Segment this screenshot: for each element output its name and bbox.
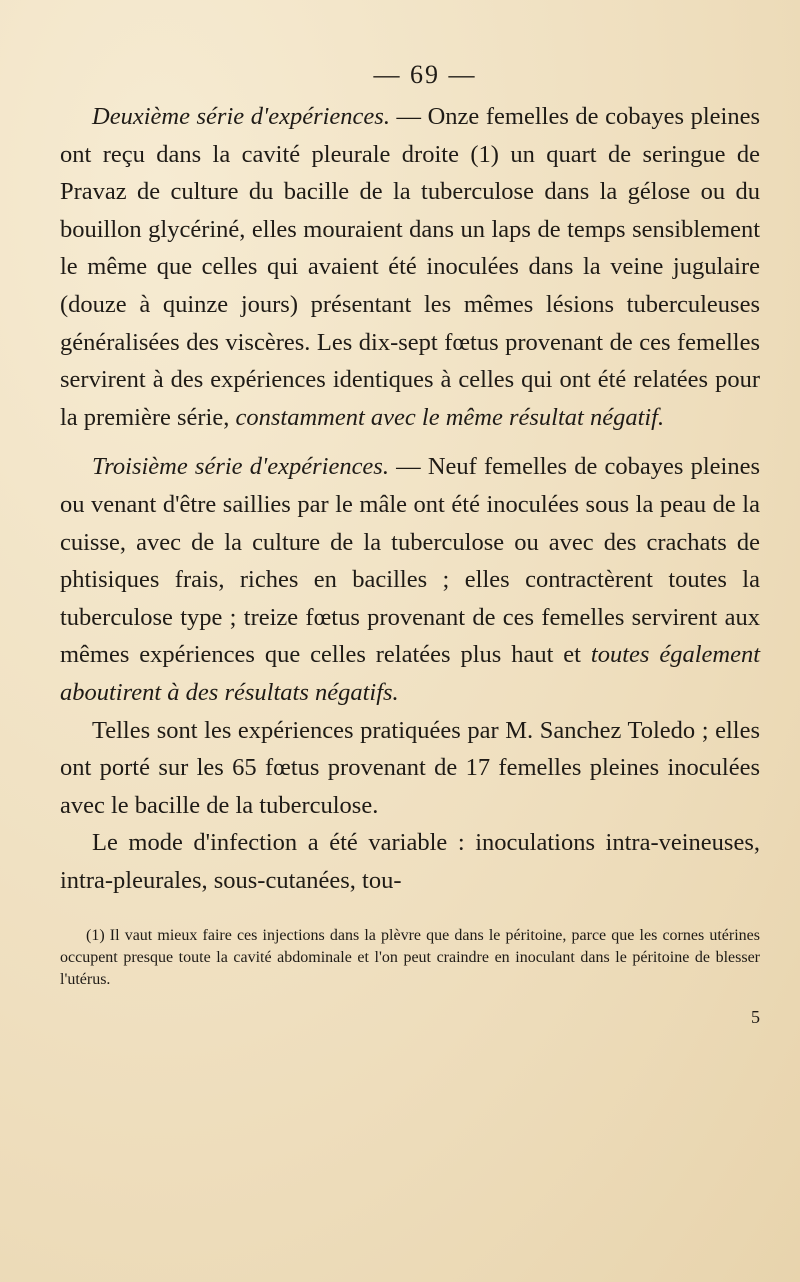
emphasis-text: constamment avec le même résultat négatif. [235, 403, 665, 431]
paragraph-text: — Neuf femelles de cobayes pleines ou venant d'être saillies par le mâle ont été inoculées sous la peau de la cuisse, avec de la culture de la tuberculose ou avec des crachats de phtisiques frais, riches en bacilles ; elles contractèrent toutes la tuberculose type ; treize fœtus provenant de ces femelles servirent aux mêmes expériences que celles relatées plus haut et [60, 453, 760, 669]
paragraph-troisieme-serie [60, 448, 760, 711]
paragraph-deuxieme-serie [60, 98, 760, 436]
paragraph-mode-infection: Le mode d'infection a été variable : inoculations intra-veineuses, intra-pleurales, sous-cutanées, tou- [60, 829, 760, 894]
book-page [60, 60, 760, 1028]
page-number: — 69 — [373, 60, 477, 89]
section-lead: Deuxième série d'expériences. [92, 103, 390, 130]
signature-mark: 5 [751, 1007, 760, 1028]
emphasis-text: toutes également aboutirent à des résultats négatifs. [60, 641, 761, 706]
paragraph-summary: Telles sont les expériences pratiquées par M. Sanchez Toledo ; elles ont porté sur les 65 fœtus provenant de 17 femelles pleines inoculées avec le bacille de la tuberculose. [60, 716, 760, 819]
section-lead: Troisième série d'expériences. [92, 453, 389, 481]
paragraph-text: — Onze femelles de cobayes pleines ont reçu dans la cavité pleurale droite (1) un quart de seringue de Pravaz de culture du bacille de la tuberculose dans la gélose ou du bouillon glycériné, elles mouraient dans un laps de temps sensiblement le même que celles qui avaient été inoculées dans la veine jugulaire (douze à quinze jours) présentant les mêmes lésions tuberculeuses généralisées des viscères. Les dix-sept fœtus provenant de ces femelles servirent à des expériences identiques à celles qui ont été relatées pour la première série, [60, 103, 760, 431]
footnote: (1) Il vaut mieux faire ces injections dans la plèvre que dans le péritoine, parce que les cornes utérines occupent presque toute la cavité abdominale et l'on peut craindre en inoculant dans le péritoine de blesser l'utérus. [60, 927, 760, 989]
